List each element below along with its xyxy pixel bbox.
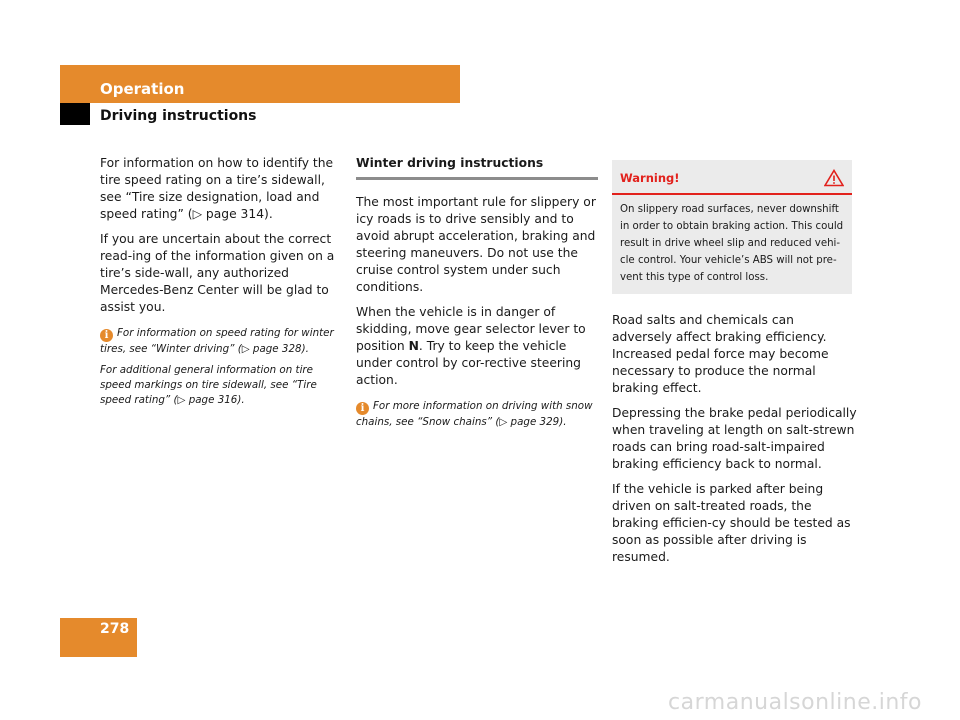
warning-triangle-icon bbox=[824, 169, 844, 187]
subsection-title: Driving instructions bbox=[100, 108, 257, 124]
gear-position-n: N bbox=[408, 339, 419, 353]
dealer-assist-paragraph: If you are uncertain about the correct read-ing of the information given on a tire’s side-wall, any authorized Mercedes-Benz Center will be glad to assist you. bbox=[100, 232, 335, 314]
slippery-roads-paragraph: The most important rule for slippery or icy roads is to drive sensibly and to avoid abrupt acceleration, braking and steering maneuvers. Do not use the cruise control system under such conditions. bbox=[356, 195, 596, 294]
warning-title: Warning! bbox=[620, 170, 680, 185]
column-middle bbox=[356, 155, 598, 436]
info-note-speed-markings: For additional general information on tire speed markings on tire sidewall, see “Tire speed rating” (▷ page 316). bbox=[100, 364, 317, 406]
section-title: Operation bbox=[100, 80, 185, 98]
info-note-text: For information on speed rating for winter tires, see “Winter driving” (▷ page 328). bbox=[100, 327, 334, 355]
warning-header bbox=[612, 160, 852, 195]
column-left bbox=[100, 155, 345, 414]
watermark: carmanualsonline.info bbox=[668, 690, 922, 715]
snow-chains-info-note bbox=[356, 399, 598, 430]
brake-test-paragraph: If the vehicle is parked after being driven on salt-treated roads, the braking efficien-cy should be tested as soon as possible after driving is resumed. bbox=[612, 482, 851, 564]
warning-text: On slippery road surfaces, never downshift in order to obtain braking action. This could result in drive wheel slip and reduced vehi-cle control. Your vehicle’s ABS will not pre-vent this type of control loss. bbox=[620, 204, 844, 283]
column-right bbox=[612, 155, 857, 574]
info-icon: i bbox=[100, 329, 113, 342]
info-note bbox=[100, 326, 345, 408]
info-note-text: For more information on driving with snow chains, see “Snow chains” (▷ page 329). bbox=[356, 400, 593, 428]
brake-pedal-paragraph: Depressing the brake pedal periodically when traveling at length on salt-strewn roads can bring road-salt-impaired braking efficiency back to normal. bbox=[612, 406, 857, 471]
warning-box bbox=[612, 160, 852, 294]
section-tab-marker bbox=[60, 103, 90, 125]
info-note-winter-tires bbox=[100, 326, 345, 357]
tire-rating-paragraph: For information on how to identify the tire speed rating on a tire’s sidewall, see “Tire size designation, load and speed rating” (▷ page 314). bbox=[100, 156, 334, 221]
skidding-paragraph: When the vehicle is in danger of skidding, move gear selector lever to position N. Try to keep the vehicle under control by cor-rective steering action. bbox=[356, 305, 586, 387]
page-number: 278 bbox=[100, 621, 130, 637]
winter-driving-heading: Winter driving instructions bbox=[356, 155, 598, 180]
road-salt-paragraph: Road salts and chemicals can adversely affect braking efficiency. Increased pedal force may become necessary to produce the normal braking effect. bbox=[612, 313, 829, 395]
info-icon: i bbox=[356, 402, 369, 415]
